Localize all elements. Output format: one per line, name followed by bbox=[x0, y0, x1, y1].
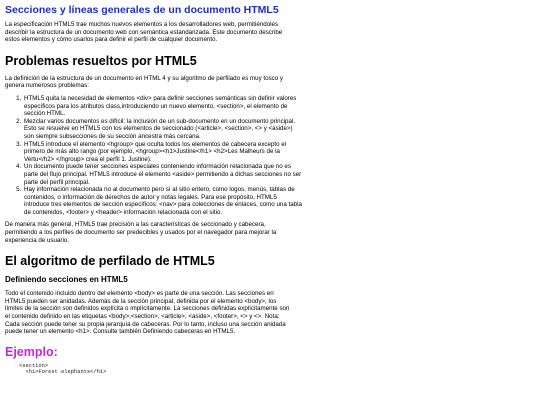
list-item: 3. HTML5 introduce el elemento <hgroup> que oculta todos los elementos de cabecera excepto el primero de más alto rango (por ejemplo, <hgroup><h1>Justine</h1> <h2>Les Malheurs de la Vertu</h2> </hgroup> crea el perfil 1. Justine). bbox=[23, 141, 303, 164]
algorithm-heading: El algoritmo de perfilado de HTML5 bbox=[5, 254, 215, 269]
problems-intro: La definición de la estructura de un documento en HTML 4 y su algoritmo de perfilado es muy tosco y genera numerosos problemas: bbox=[5, 74, 284, 90]
algorithm-subheading: Definiendo secciones en HTML5 bbox=[5, 275, 128, 285]
problems-conclusion: De manera más general, HTML5 trae precisión a las características de seccionado y cabecera, permitiendo a los perfiles de documento ser predecibles y usados por el navegador para mejorar la experiencia de usuario. bbox=[5, 221, 277, 244]
list-item: 5. Hay información relacionada no al documento pero sí al sitio entero, como logos, menús, tablas de contenidos, o información de derechos de autor y notas legales. Para ese propósito, HTML5 introduce tres elementos de sección específicos: <nav> para colecciones de enlaces, como una tabla de contenidos, <footer> y <header> información relacionada con el sitio. bbox=[23, 186, 303, 216]
problems-heading: Problemas resueltos por HTML5 bbox=[5, 53, 197, 68]
example-code: <section> <h1>Forest elephants</h1> bbox=[19, 362, 107, 376]
intro-paragraph: La especificación HTML5 trae muchos nuevos elementos a los desarrolladores web, permitiéndoles describir la estructura de un documento web con semántica estandarizada. Este documento describe estos elementos y cómo usarlos para definir el perfil de cualquier documento. bbox=[5, 21, 283, 44]
algorithm-body: Todo el contenido incluido dentro del elemento <body> es parte de una sección. Las secciones en HTML5 pueden ser anidadas. Además de la sección principal, definida por el elemento <body>, los límites de la sección son definidos explícita o implícitamente. La secciones definidas explícitamente son el contenido definido en las etiquetas <body>,<section>, <article>, <aside>, <footer>, <> y <>. Nota: Cada sección puede tener su propia jerarquía de cabeceras. Por lo tanto, incluso una sección anidada puede tener un elemento <h1>. Consulte también Definiendo cabeceras en HTML5. bbox=[5, 290, 290, 336]
problems-list bbox=[5, 95, 303, 217]
list-item: 1. HTML5 quita la necesidad de elementos <div> para definir secciones semánticas sin definir valores específicos para los atributos class,introduciendo un nuevo elemento, <section>, el elemento de sección HTML. bbox=[23, 95, 303, 118]
list-item: 4. Un documento puede tener secciones especiales conteniendo información relacionada que no es parte del flujo principal. HTML5 introduce el elemento <aside> permitiendo a dichas secciones no ser parte del perfil principal. bbox=[23, 163, 303, 186]
list-item: 2. Mezclar varios documentos es difícil: la inclusión de un sub-documento en un documento principal. Esto se resuelve en HTML5 con los elementos de seccionado (<article>, <section>, <> y <aside>) son siempre subsecciones de su sección ancestra más cercana. bbox=[23, 118, 303, 141]
example-heading: Ejemplo: bbox=[5, 344, 58, 359]
page-title: Secciones y líneas generales de un documento HTML5 bbox=[5, 4, 279, 16]
